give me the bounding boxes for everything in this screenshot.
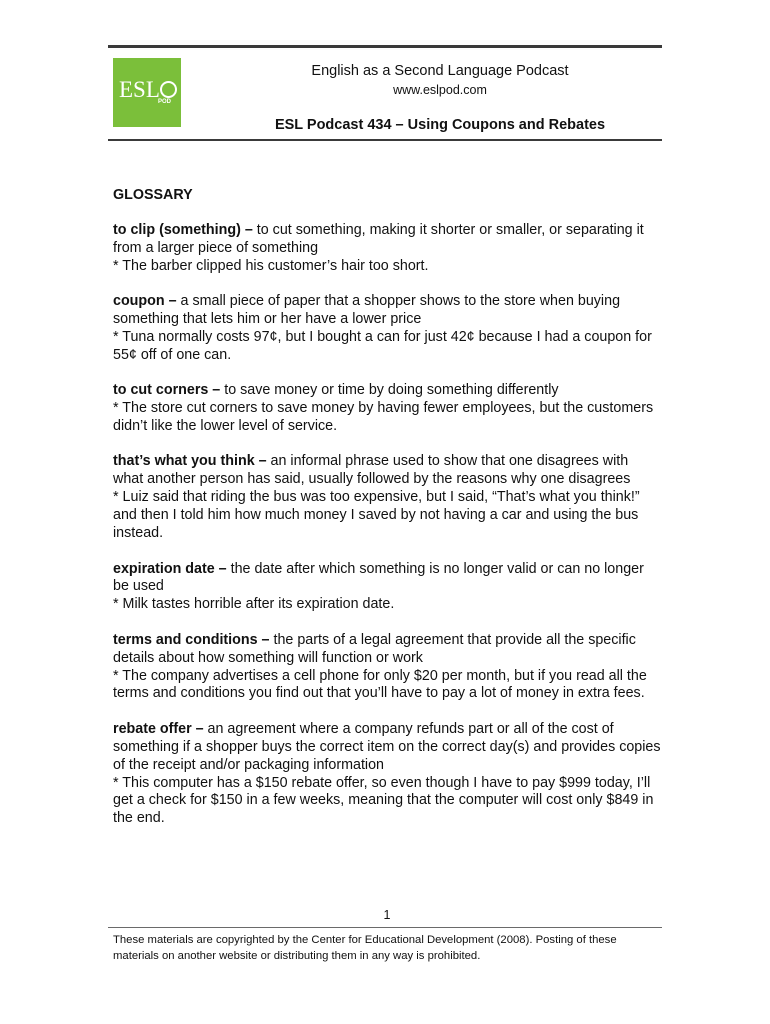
glossary-definition: to cut something, making it shorter or smaller, or separating it from a larger piece of something — [113, 221, 644, 256]
glossary-section — [113, 187, 661, 846]
glossary-entry — [113, 453, 661, 543]
glossary-example: * Milk tastes horrible after its expiration date. — [113, 596, 395, 613]
logo-text: ESL — [119, 77, 160, 102]
episode-title: ESL Podcast 434 – Using Coupons and Rebates — [274, 117, 606, 133]
header-url: www.eslpod.com — [393, 83, 487, 97]
glossary-definition: a small piece of paper that a shopper shows to the store when buying something that lets him or her have a lower price — [113, 293, 621, 328]
glossary-example: * Luiz said that riding the bus was too expensive, but I said, “That’s what you think!” and then I told him how much money I saved by not having a car and using the bus instead. — [113, 489, 640, 542]
glossary-entry — [113, 721, 661, 828]
footer-rule — [108, 927, 662, 928]
glossary-term: that’s what you think – — [113, 453, 267, 470]
glossary-entry — [113, 632, 661, 704]
glossary-definition: the date after which something is no longer valid or can no longer be used — [113, 560, 644, 595]
glossary-term: terms and conditions – — [113, 631, 270, 648]
copyright-notice: These materials are copyrighted by the Center for Educational Development (2008). Posting of these materials on another website or distributing them in any way is prohibited. — [113, 934, 617, 962]
glossary-term: expiration date – — [113, 560, 227, 577]
glossary-heading: GLOSSARY — [113, 187, 193, 203]
glossary-example: * The barber clipped his customer’s hair too short. — [113, 257, 429, 274]
glossary-entry — [113, 561, 661, 615]
glossary-example: * This computer has a $150 rebate offer, so even though I have to pay $999 today, I’ll get a check for $150 in a few weeks, meaning that the computer will cost only $849 in the end. — [113, 774, 654, 827]
glossary-term: to cut corners – — [113, 382, 221, 399]
header-title: English as a Second Language Podcast — [311, 63, 569, 79]
podcast-signal-icon — [160, 81, 177, 98]
logo-pod-text: POD — [158, 99, 172, 105]
glossary-definition: an informal phrase used to show that one disagrees with what another person has said, usually followed by the reasons why one disagrees — [113, 453, 631, 488]
glossary-term: to clip (something) – — [113, 221, 253, 238]
glossary-entry — [113, 222, 661, 276]
glossary-definition: the parts of a legal agreement that provide all the specific details about how something will function or work — [113, 631, 636, 666]
glossary-definition: to save money or time by doing something differently — [220, 382, 559, 399]
glossary-example: * The company advertises a cell phone for only $20 per month, but if you read all the terms and conditions you find out that you’ll have to pay a lot of money in extra fees. — [113, 667, 647, 702]
eslpod-logo — [113, 58, 181, 127]
glossary-term: rebate offer – — [113, 720, 204, 737]
glossary-example: * Tuna normally costs 97¢, but I bought a can for just 42¢ because I had a coupon for 55¢ off of one can. — [113, 328, 652, 363]
glossary-definition: an agreement where a company refunds part or all of the cost of something if a shopper buys the correct item on the correct day(s) and provides copies of the receipt and/or packaging information — [113, 720, 661, 773]
glossary-term: coupon – — [113, 293, 177, 310]
header-top-rule — [108, 45, 662, 48]
glossary-entry — [113, 293, 661, 365]
page-number: 1 — [383, 908, 391, 922]
glossary-entry — [113, 382, 661, 436]
glossary-example: * The store cut corners to save money by having fewer employees, but the customers didn’t like the lower level of service. — [113, 400, 654, 435]
header-bottom-rule — [108, 139, 662, 141]
